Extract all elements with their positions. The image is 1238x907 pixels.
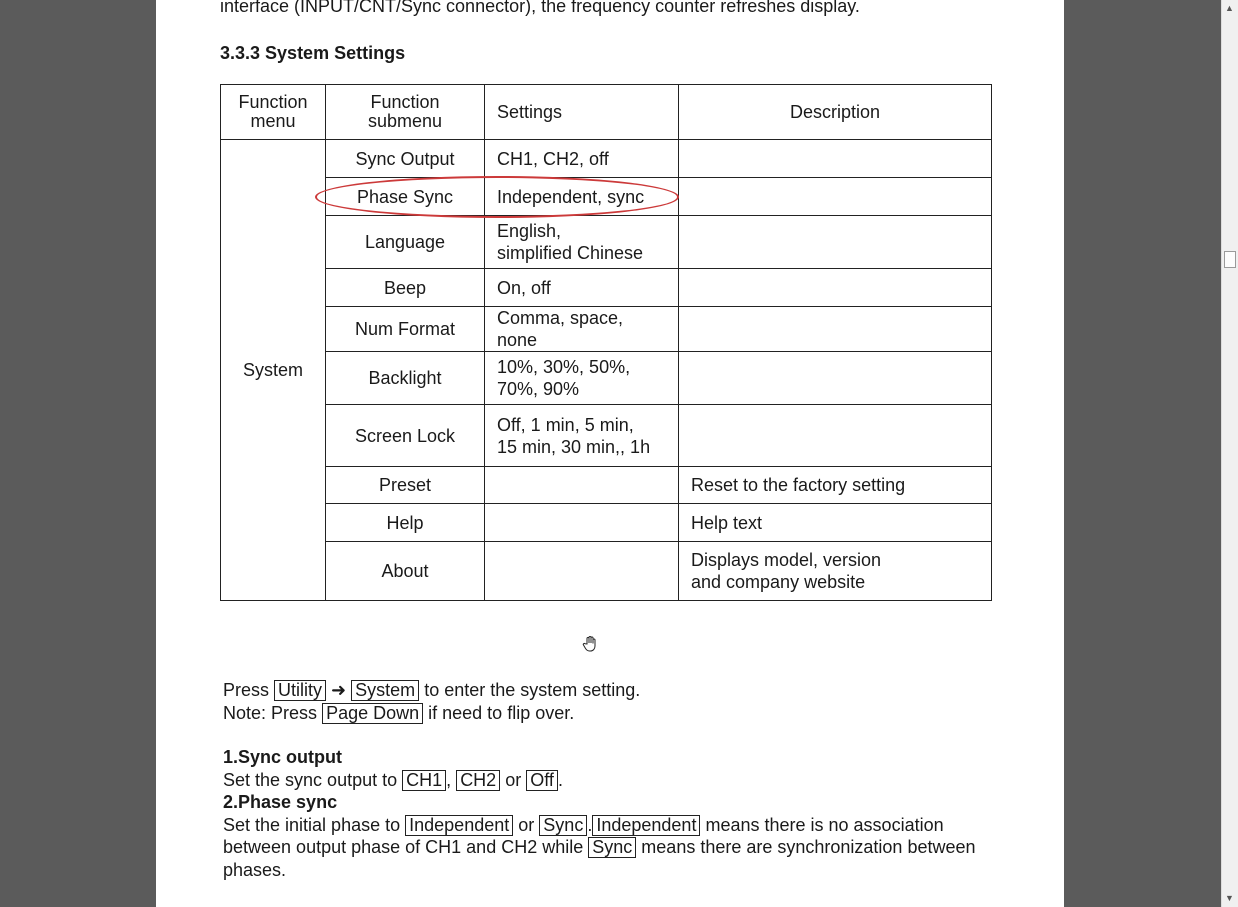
phase-sync-text-line2 bbox=[223, 836, 1023, 859]
or-text: or bbox=[518, 814, 535, 835]
table-row bbox=[221, 467, 992, 504]
scroll-down-arrow-icon[interactable]: ▼ bbox=[1225, 893, 1234, 903]
table-row bbox=[221, 140, 992, 178]
header-description: Description bbox=[679, 85, 992, 140]
ch1-key: CH1 bbox=[402, 770, 446, 791]
or-text: or bbox=[505, 769, 522, 790]
section-title: 3.3.3 System Settings bbox=[220, 43, 406, 63]
note-prefix: Note: Press bbox=[223, 702, 318, 723]
description-cell bbox=[679, 140, 992, 178]
sync-key-2: Sync bbox=[588, 837, 636, 858]
independent-key-2: Independent bbox=[592, 815, 700, 836]
settings-cell: Independent, sync bbox=[485, 178, 679, 216]
comma-text: , bbox=[446, 769, 452, 790]
description-cell: Help text bbox=[679, 504, 992, 542]
settings-cell: On, off bbox=[485, 269, 679, 307]
submenu-cell: Backlight bbox=[326, 352, 485, 405]
independent-key: Independent bbox=[405, 815, 513, 836]
off-key: Off bbox=[526, 770, 558, 791]
hand-cursor-icon bbox=[582, 635, 598, 653]
description-cell bbox=[679, 178, 992, 216]
system-key: System bbox=[351, 680, 419, 701]
note-suffix: if need to flip over. bbox=[428, 702, 575, 723]
submenu-cell: Phase Sync bbox=[326, 178, 485, 216]
scroll-up-arrow-icon[interactable]: ▲ bbox=[1225, 3, 1234, 13]
table-row bbox=[221, 504, 992, 542]
settings-cell: 10%, 30%, 50%, 70%, 90% bbox=[485, 352, 679, 405]
document-page bbox=[156, 0, 1064, 907]
table-row bbox=[221, 178, 992, 216]
period-text: . bbox=[557, 769, 563, 790]
scrollbar-thumb[interactable] bbox=[1224, 251, 1236, 268]
submenu-cell: Beep bbox=[326, 269, 485, 307]
sync-output-prefix: Set the sync output to bbox=[223, 769, 398, 790]
settings-cell: Comma, space, none bbox=[485, 307, 679, 352]
description-cell bbox=[679, 307, 992, 352]
ch2-key: CH2 bbox=[456, 770, 500, 791]
settings-cell bbox=[485, 542, 679, 601]
instruction-line-press bbox=[223, 679, 1023, 702]
header-function-menu: Function menu bbox=[221, 85, 326, 140]
header-function-submenu: Function submenu bbox=[326, 85, 485, 140]
vertical-scrollbar[interactable] bbox=[1221, 0, 1238, 907]
sync-key: Sync bbox=[539, 815, 587, 836]
settings-cell bbox=[485, 467, 679, 504]
period-text: . bbox=[587, 814, 593, 835]
submenu-cell: Sync Output bbox=[326, 140, 485, 178]
phase-sync-mid-text: means there is no association bbox=[705, 814, 944, 835]
table-row bbox=[221, 269, 992, 307]
instruction-line-note bbox=[223, 702, 1023, 725]
utility-key: Utility bbox=[274, 680, 326, 701]
settings-cell: English, simplified Chinese bbox=[485, 216, 679, 269]
settings-cell: Off, 1 min, 5 min, 15 min, 30 min,, 1h bbox=[485, 405, 679, 467]
phase-sync-text-line1 bbox=[223, 814, 1023, 837]
phase-sync-heading: 2.Phase sync bbox=[223, 792, 338, 812]
sync-output-heading: 1.Sync output bbox=[223, 747, 343, 767]
description-cell: Reset to the factory setting bbox=[679, 467, 992, 504]
phase-sync-prefix: Set the initial phase to bbox=[223, 814, 401, 835]
table-row bbox=[221, 307, 992, 352]
submenu-cell: About bbox=[326, 542, 485, 601]
table-row bbox=[221, 216, 992, 269]
menu-system: System bbox=[221, 140, 326, 601]
description-cell bbox=[679, 405, 992, 467]
press-text: Press bbox=[223, 680, 270, 700]
description-cell bbox=[679, 269, 992, 307]
submenu-cell: Help bbox=[326, 504, 485, 542]
submenu-cell: Num Format bbox=[326, 307, 485, 352]
enter-text: to enter the system setting. bbox=[424, 680, 641, 700]
submenu-cell: Screen Lock bbox=[326, 405, 485, 467]
table-header-row bbox=[221, 85, 992, 140]
phase-sync-line2-suffix: means there are synchronization between bbox=[641, 837, 976, 857]
arrow-icon: ➜ bbox=[331, 680, 347, 700]
table-row bbox=[221, 405, 992, 467]
description-cell bbox=[679, 352, 992, 405]
submenu-cell: Preset bbox=[326, 467, 485, 504]
settings-cell: CH1, CH2, off bbox=[485, 140, 679, 178]
table-row bbox=[221, 542, 992, 601]
phase-sync-text-line3: phases. bbox=[223, 859, 287, 880]
system-settings-table bbox=[220, 84, 992, 601]
sync-output-text bbox=[223, 769, 1023, 792]
page-down-key: Page Down bbox=[322, 703, 423, 724]
description-cell bbox=[679, 216, 992, 269]
instructions-section bbox=[223, 679, 1023, 881]
description-cell: Displays model, version and company website bbox=[679, 542, 992, 601]
settings-cell bbox=[485, 504, 679, 542]
header-settings: Settings bbox=[485, 85, 679, 140]
phase-sync-line2-prefix: between output phase of CH1 and CH2 while bbox=[223, 837, 584, 857]
intro-text: interface (INPUT/CNT/Sync connector), the frequency counter refreshes display. bbox=[220, 0, 860, 16]
table-row bbox=[221, 352, 992, 405]
submenu-cell: Language bbox=[326, 216, 485, 269]
